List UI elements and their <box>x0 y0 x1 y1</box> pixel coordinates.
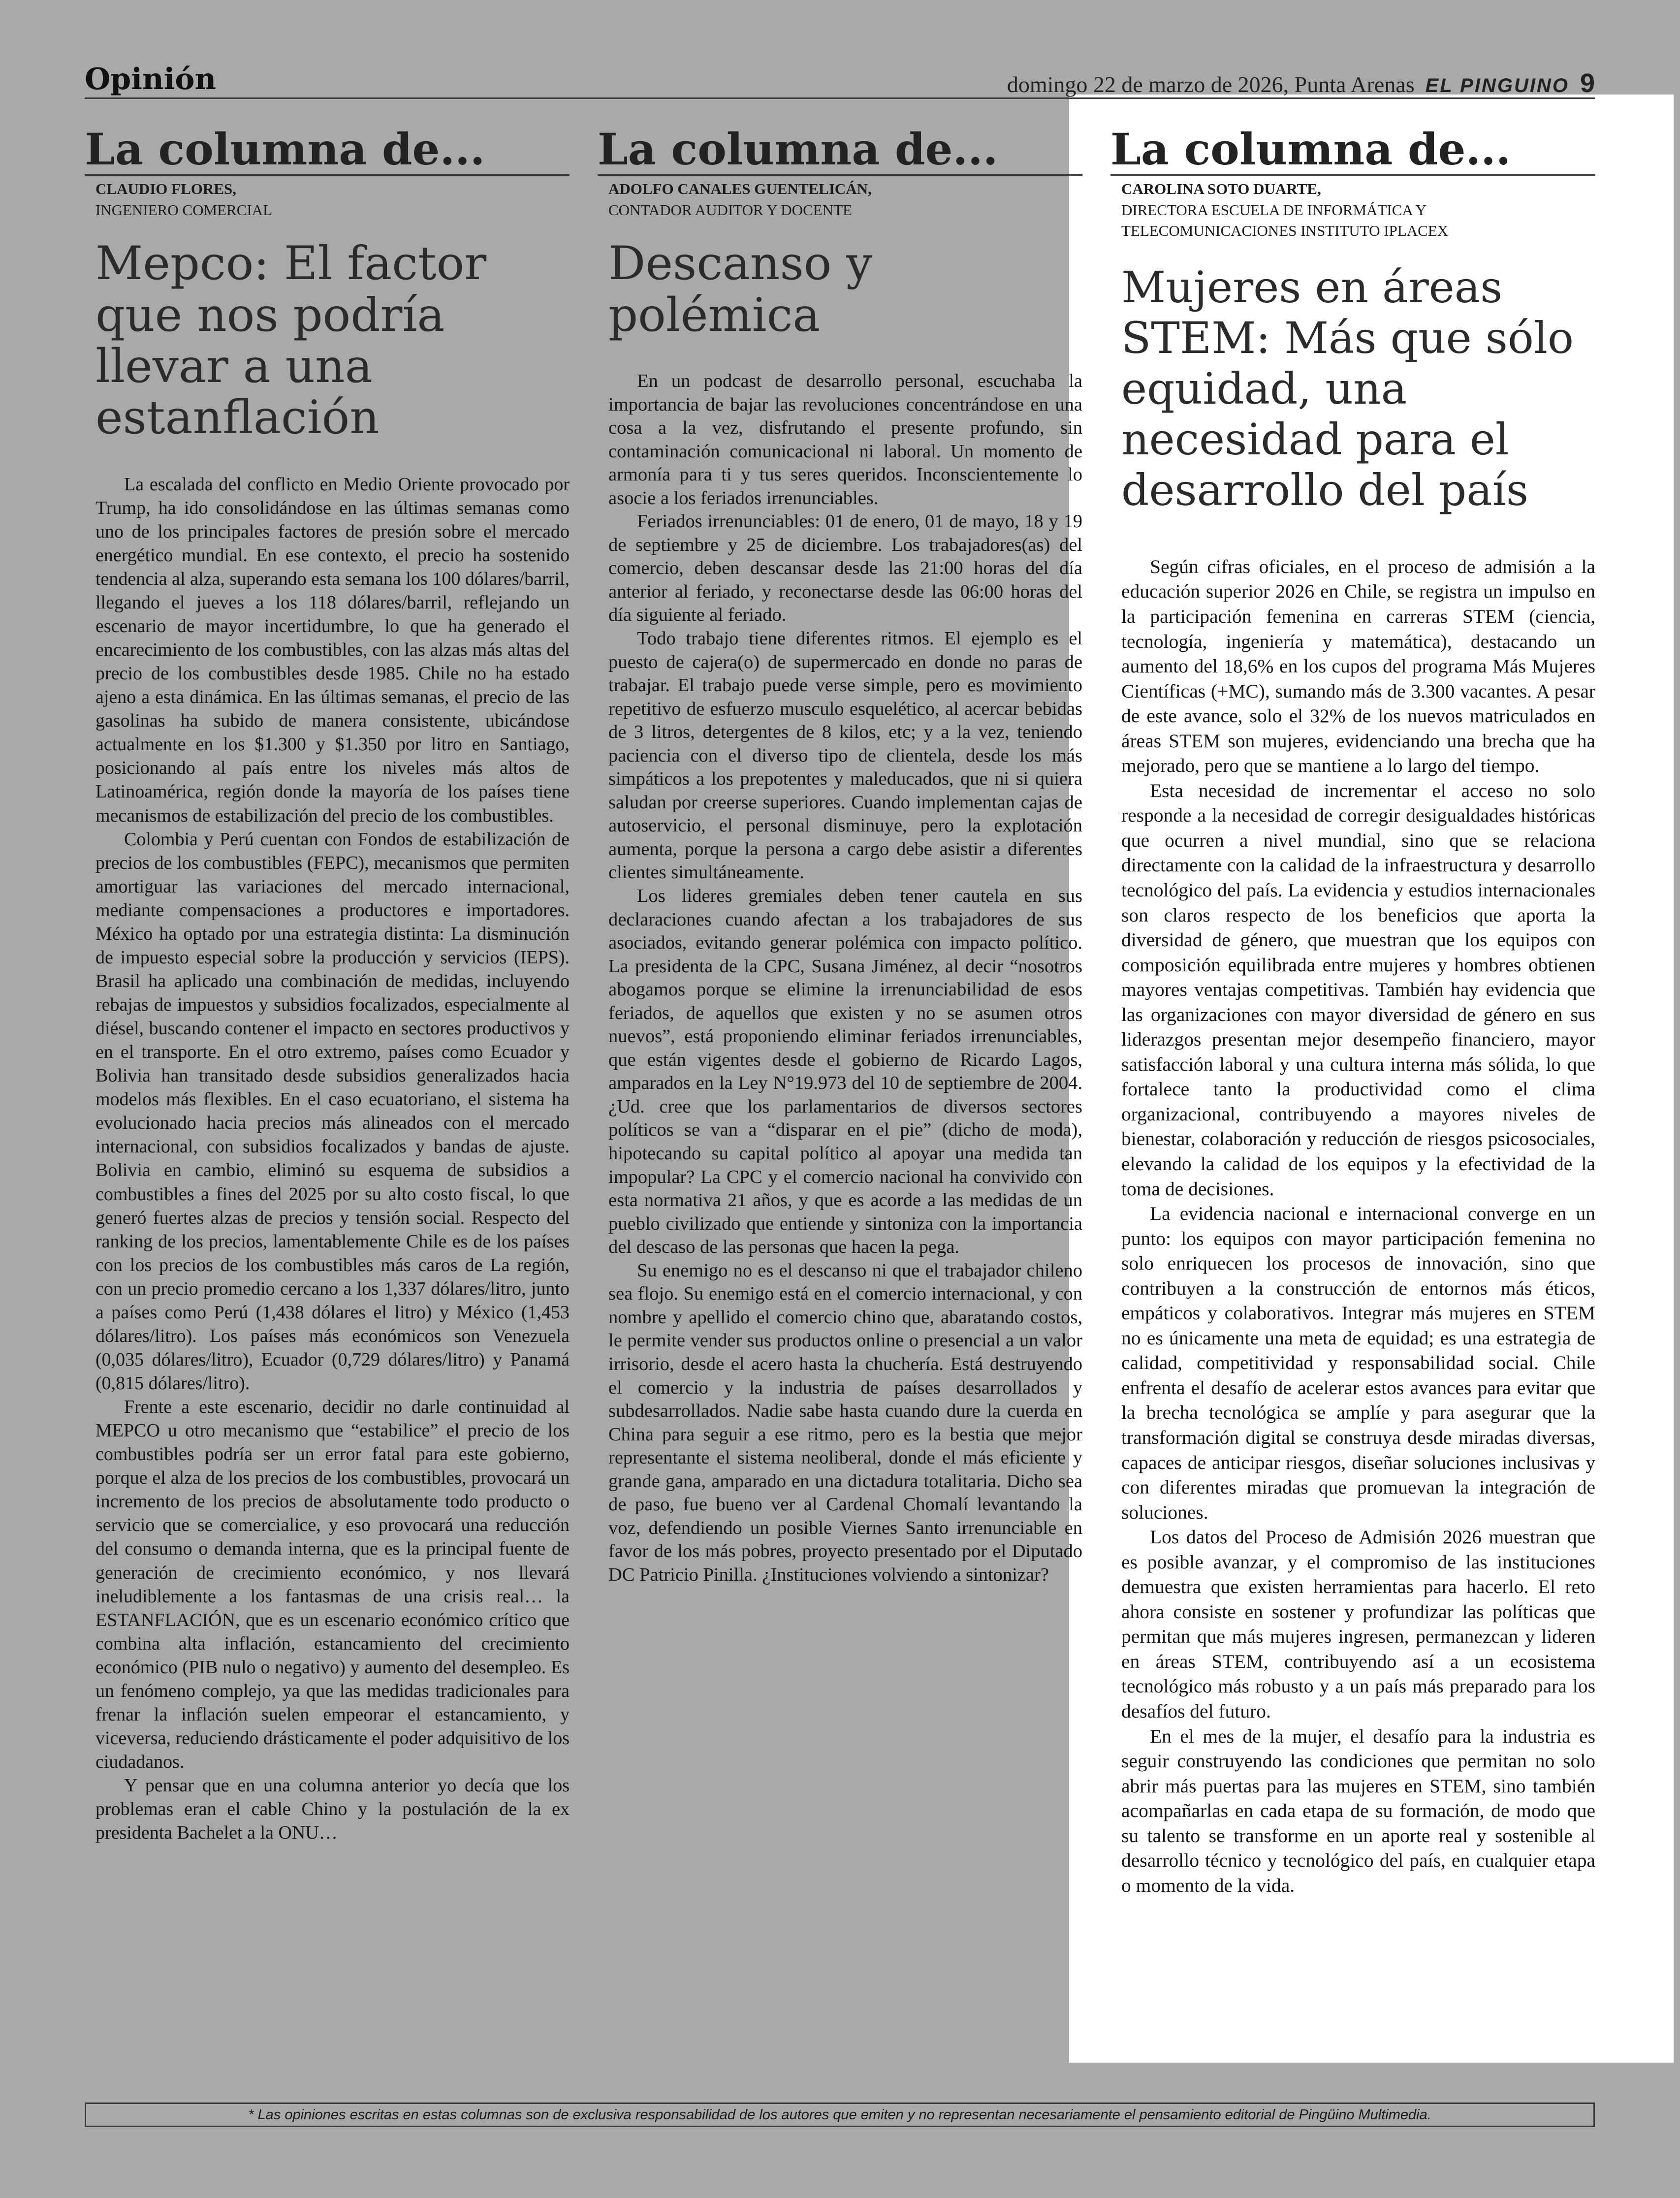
paragraph: Según cifras oficiales, en el proceso de admisión a la educación superior 2026 en Chile, se registra un impulso en la participación femenina en carreras STEM (ciencia, tecnología, ingeniería y matemática), destacando un aumento del 18,6% en los cupos del programa Más Mujeres Científicas (+MC), sumando más de 3.300 vacantes. A pesar de este avance, solo el 32% de los nuevos matriculados en áreas STEM son mujeres, evidenciando una brecha que ha mejorado, pero que se mantiene a lo largo del tiempo. <box>1121 555 1595 777</box>
page-number: 9 <box>1580 68 1595 98</box>
author-byline <box>1121 179 1595 242</box>
author-name: ADOLFO CANALES GUENTELICÁN, <box>608 180 872 197</box>
issue-date: domingo 22 de marzo de 2026, Punta Arenas <box>1007 72 1415 97</box>
opinion-column-3 <box>1110 126 1595 1898</box>
author-name: CLAUDIO FLORES, <box>95 180 236 197</box>
author-byline <box>95 179 570 221</box>
paragraph: La escalada del conflicto en Medio Oriente provocado por Trump, ha ido consolidándose en las últimas semanas como uno de los principales factores de presión sobre el mercado energético mundial. En ese contexto, el precio ha sostenido tendencia al alza, superando esta semana los 100 dólares/barril, llegando el jueves a los 118 dólares/barril, reflejando un escenario de mayor incertidumbre, lo que ha generado el encarecimiento de los combustibles, con las alzas más altas del precio de los combustibles desde 1985. Chile no ha estado ajeno a esta dinámica. En las últimas semanas, el precio de las gasolinas ha subido de manera consistente, ubicándose actualmente en los $1.300 y $1.350 por litro en Santiago, posicionando al país entre los niveles más altos de Latinoamérica, región donde la mayoría de los países tiene mecanismos de estabilización del precio de los combustibles. <box>95 474 570 826</box>
paragraph: Frente a este escenario, decidir no darle continuidad al MEPCO u otro mecanismo que “estabilice” el precio de los combustibles podría ser un error fatal para este gobierno, porque el alza de los precios de los combustibles, provocará un incremento de los precios de absolutamente todo producto o servicio que se comercialice, y eso provocará una reducción del consumo o demanda interna, que es la principal fuente de generación de crecimiento económico, y nos llevará ineludiblemente a los fantasmas de una crisis real… la ESTANFLACIÓN, que es un escenario económico crítico que combina alta inflación, estancamiento del crecimiento económico (PIB nulo o negativo) y aumento del desempleo. Es un fenómeno complejo, ya que las medidas tradicionales para frenar la inflación suelen empeorar el estancamiento, y viceversa, reduciendo drásticamente el poder adquisitivo de los ciudadanos. <box>95 1397 570 1773</box>
paragraph: Todo trabajo tiene diferentes ritmos. El ejemplo es el puesto de cajera(o) de supermercado en donde no paras de trabajar. El trabajo puede verse simple, pero es movimiento repetitivo de esfuerzo musculo esquelético, al acercar bebidas de 3 litros, detergentes de 8 kilos, etc; y a la vez, teniendo paciencia con el diverso tipo de clientela, desde los más simpáticos a los prepotentes y maleducados, que ni si quiera saludan por creerse superiores. Cuando implementan cajas de autoservicio, el personal disminuye, pero la explotación aumenta, porque la persona a cargo debe asistir a diferentes clientes simultáneamente. <box>608 628 1082 883</box>
paragraph: En un podcast de desarrollo personal, escuchaba la importancia de bajar las revoluciones concentrándose en una cosa a la vez, disfrutando el presente profundo, sin contaminación comunicacional ni laboral. Un momento de armonía para ti y tus seres queridos. Inconscientemente lo asocie a los feriados irrenunciables. <box>608 370 1082 509</box>
column-kicker: La columna de... <box>85 126 570 176</box>
column-headline: Descanso y polémica <box>608 237 873 342</box>
column-body <box>95 473 570 1845</box>
paragraph: Y pensar que en una columna anterior yo decía que los problemas eran el cable Chino y la postulación de la ex presidenta Bachelet a la ONU… <box>95 1775 570 1844</box>
author-role: CONTADOR AUDITOR Y DOCENTE <box>608 201 852 219</box>
column-headline: Mujeres en áreas STEM: Más que sólo equidad, una necesidad para el desarrollo del país <box>1121 262 1574 515</box>
paragraph: La evidencia nacional e internacional converge en un punto: los equipos con mayor participación femenina no solo enriquecen los procesos de innovación, sino que contribuyen a la construcción de entornos más éticos, empáticos y colaborativos. Integrar más mujeres en STEM no es únicamente una meta de equidad; es una estrategia de calidad, competitividad y responsabilidad social. Chile enfrenta el desafío de acelerar estos avances para evitar que la brecha tecnológica se amplíe y para asegurar que la transformación digital se construya desde miradas diversas, capaces de anticipar riesgos, diseñar soluciones inclusivas y con diferentes miradas que promuevan la integración de soluciones. <box>1121 1203 1595 1523</box>
paragraph: Los datos del Proceso de Admisión 2026 muestran que es posible avanzar, y el compromiso de las instituciones demuestra que existen herramientas para hacerlo. El reto ahora consiste en sostener y profundizar las políticas que permitan que más mujeres ingresen, permanezcan y lideren en áreas STEM, contribuyendo así a un ecosistema tecnológico más robusto y a un país más preparado para los desafíos del futuro. <box>1121 1526 1595 1722</box>
column-kicker: La columna de... <box>1110 126 1595 176</box>
header-info <box>1007 68 1595 98</box>
author-byline <box>608 179 1082 221</box>
opinion-column-2 <box>598 126 1082 1587</box>
column-headline: Mepco: El factor que nos podría llevar a una estanflación <box>95 237 487 445</box>
author-role: DIRECTORA ESCUELA DE INFORMÁTICA Y TELECOMUNICACIONES INSTITUTO IPLACEX <box>1121 201 1449 240</box>
author-name: CAROLINA SOTO DUARTE, <box>1121 180 1321 197</box>
paragraph: Colombia y Perú cuentan con Fondos de estabilización de precios de los combustibles (FEPC), mecanismos que permiten amortiguar las variaciones del mercado internacional, mediante compensaciones a productores e importadores. México ha optado por una estrategia distinta: La disminución de impuesto especial sobre la producción y servicios (IEPS). Brasil ha aplicado una combinación de medidas, incluyendo rebajas de impuestos y subsidios focalizados, especialmente al diésel, buscando contener el impacto en sectores productivos y en el transporte. En el otro extremo, países como Ecuador y Bolivia han transitado desde subsidios generalizados hacia modelos más flexibles. En el caso ecuatoriano, el sistema ha evolucionado hacia precios más alineados con el mercado internacional, con subsidios focalizados y bandas de ajuste. Bolivia en cambio, eliminó su esquema de subsidios a combustibles a fines del 2025 por su alto costo fiscal, lo que generó fuertes alzas de precios y tensión social. Respecto del ranking de los precios, lamentablemente Chile es de los países con los precios de los combustibles más caros de La región, con un precio promedio cercano a los 1,337 dólares/litro, junto a países como Perú (1,438 dólares el litro) y México (1,453 dólares/litro). Los países más económicos son Venezuela (0,035 dólares/litro), Ecuador (0,729 dólares/litro) y Panamá (0,815 dólares/litro). <box>95 828 570 1394</box>
section-title: Opinión <box>85 62 217 96</box>
opinion-column-1 <box>85 126 570 1845</box>
column-body <box>1121 554 1595 1898</box>
paragraph: Esta necesidad de incrementar el acceso no solo responde a la necesidad de corregir desigualdades históricas que ocurren a nivel mundial, sino que se relaciona directamente con la calidad de la infraestructura y desarrollo tecnológico del país. La evidencia y estudios internacionales son claros respecto de los beneficios que aporta la diversidad de género, que muestran que los equipos con composición equilibrada entre mujeres y hombres obtienen mayores ventajas competitivas. También hay evidencia que las organizaciones con mayor diversidad de género en sus liderazgos presentan mejor desempeño financiero, mayor satisfacción laboral y una cultura interna más sólida, lo que fortalece tanto la productividad como el clima organizacional, contribuyendo a mayores niveles de bienestar, colaboración y reducción de riesgos psicosociales, elevando la calidad de los equipos y la efectividad de la toma de decisiones. <box>1121 779 1595 1200</box>
editorial-disclaimer: * Las opiniones escritas en estas columnas son de exclusiva responsabilidad de los autores que emiten y no representan necesariamente el pensamiento editorial de Pingüino Multimedia. <box>85 2102 1595 2127</box>
page-header <box>85 58 1595 99</box>
paragraph: Su enemigo no es el descanso ni que el trabajador chileno sea flojo. Su enemigo está en el comercio internacional, y con nombre y apellido el comercio chino que, abaratando costos, le permite vender sus productos online o presencial a un valor irrisorio, desde el acero hasta la chuchería. Está destruyendo el comercio y la industria de países desarrollados y subdesarrollados. Nadie sabe hasta cuando dure la cuerda en China para seguir a ese ritmo, pero es la bestia que mejor representante el sistema neoliberal, donde el más eficiente y grande gana, amparado en una dictadura totalitaria. Dicho sea de paso, fue bueno ver al Cardenal Chomalí levantando la voz, defendiendo un posible Viernes Santo irrenunciable en favor de los más pobres, proyecto presentado por el Diputado DC Patricio Pinilla. ¿Instituciones volviendo a sintonizar? <box>608 1260 1082 1585</box>
column-body <box>608 370 1082 1587</box>
paragraph: En el mes de la mujer, el desafío para la industria es seguir construyendo las condiciones que permitan no solo abrir más puertas para las mujeres en STEM, sino también acompañarlas en cada etapa de su formación, de modo que su talento se transforme en un aporte real y sostenible al desarrollo técnico y tecnológico del país, en cualquier etapa o momento de la vida. <box>1121 1725 1595 1896</box>
column-kicker: La columna de... <box>598 126 1082 176</box>
paragraph: Los lideres gremiales deben tener cautela en sus declaraciones cuando afectan a los trabajadores de sus asociados, evitando generar polémica con impacto político. La presidenta de la CPC, Susana Jiménez, al decir “nosotros abogamos porque se elimine la irrenunciabilidad de esos feriados, de aquellos que existen y no se asumen otros nuevos”, está proponiendo eliminar feriados irrenunciables, que están vigentes desde el gobierno de Ricardo Lagos, amparados en la Ley N°19.973 del 10 de septiembre de 2004. ¿Ud. cree que los parlamentarios de diversos sectores políticos se van a “disparar en el pie” (dicho de moda), hipotecando su capital político al apoyar una medida tan impopular? La CPC y el comercio nacional ha convivido con esta normativa 21 años, y que es acorde a las medidas de un pueblo civilizado que entiende y sintoniza con la importancia del descaso de las personas que hacen la pega. <box>608 886 1082 1258</box>
paragraph: Feriados irrenunciables: 01 de enero, 01 de mayo, 18 y 19 de septiembre y 25 de diciembre. Los trabajadores(as) del comercio, deben descansar desde las 21:00 horas del día anterior al feriado, y reconectarse desde las 06:00 horas del día siguiente al feriado. <box>608 511 1082 626</box>
author-role: INGENIERO COMERCIAL <box>95 201 273 219</box>
newspaper-logo: EL PINGUINO <box>1425 75 1569 96</box>
